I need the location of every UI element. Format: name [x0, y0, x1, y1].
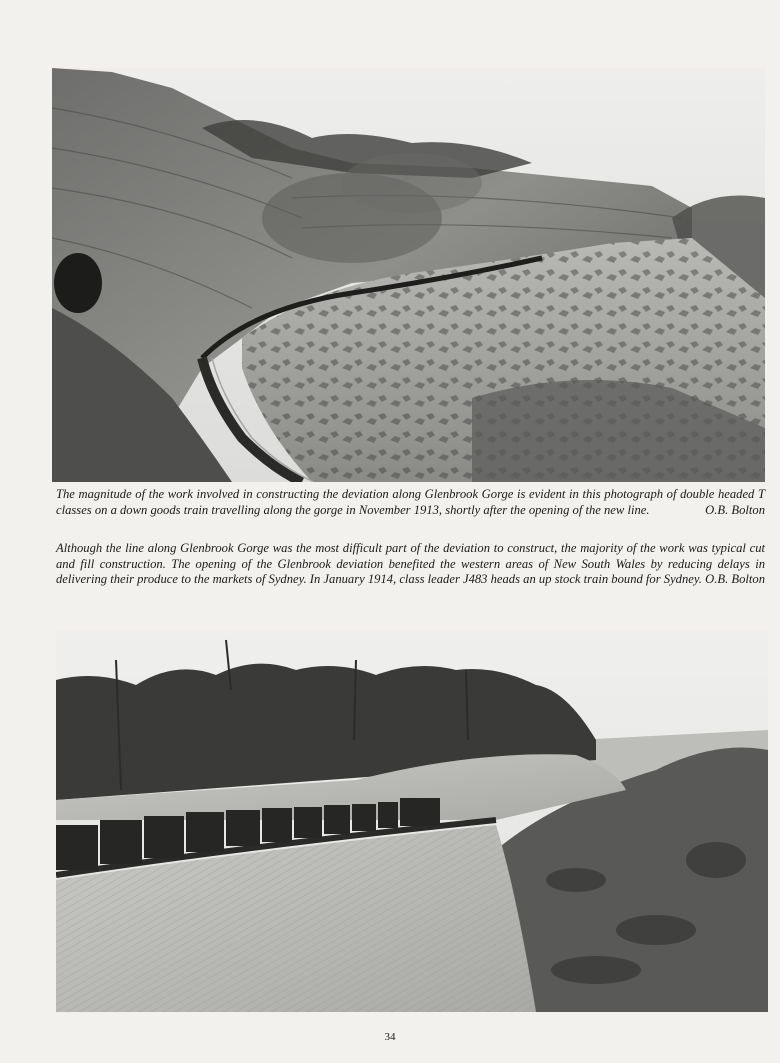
page-number: 34: [384, 1031, 396, 1043]
glenbrook-gorge-illustration: [52, 68, 765, 482]
stock-train-illustration: [56, 630, 768, 1012]
glenbrook-gorge-photo: [52, 68, 765, 482]
caption-gorge-text: The magnitude of the work involved in constructing the deviation along Glenbrook Gorge is evident in this photograph of double headed T classes on a down goods train travelling along the gorge in November 1913, shortly after the opening of the new line.: [56, 487, 765, 517]
caption-gorge-credit: O.B. Bolton: [705, 502, 765, 517]
stock-train-photo: [56, 630, 768, 1012]
caption-stock-train: [56, 541, 765, 588]
caption-stock-train-text: Although the line along Glenbrook Gorge was the most difficult part of the deviation to construct, the majority of the work was typical cut and fill construction. The opening of the Glenbrook deviation benefited the western areas of New South Wales by reducing delays in delivering their produce to the markets of Sydney. In January 1914, class leader J483 heads an up stock train bound for Sydney.: [56, 541, 765, 586]
caption-stock-train-credit: O.B. Bolton: [705, 572, 765, 586]
caption-gorge: [56, 487, 765, 518]
